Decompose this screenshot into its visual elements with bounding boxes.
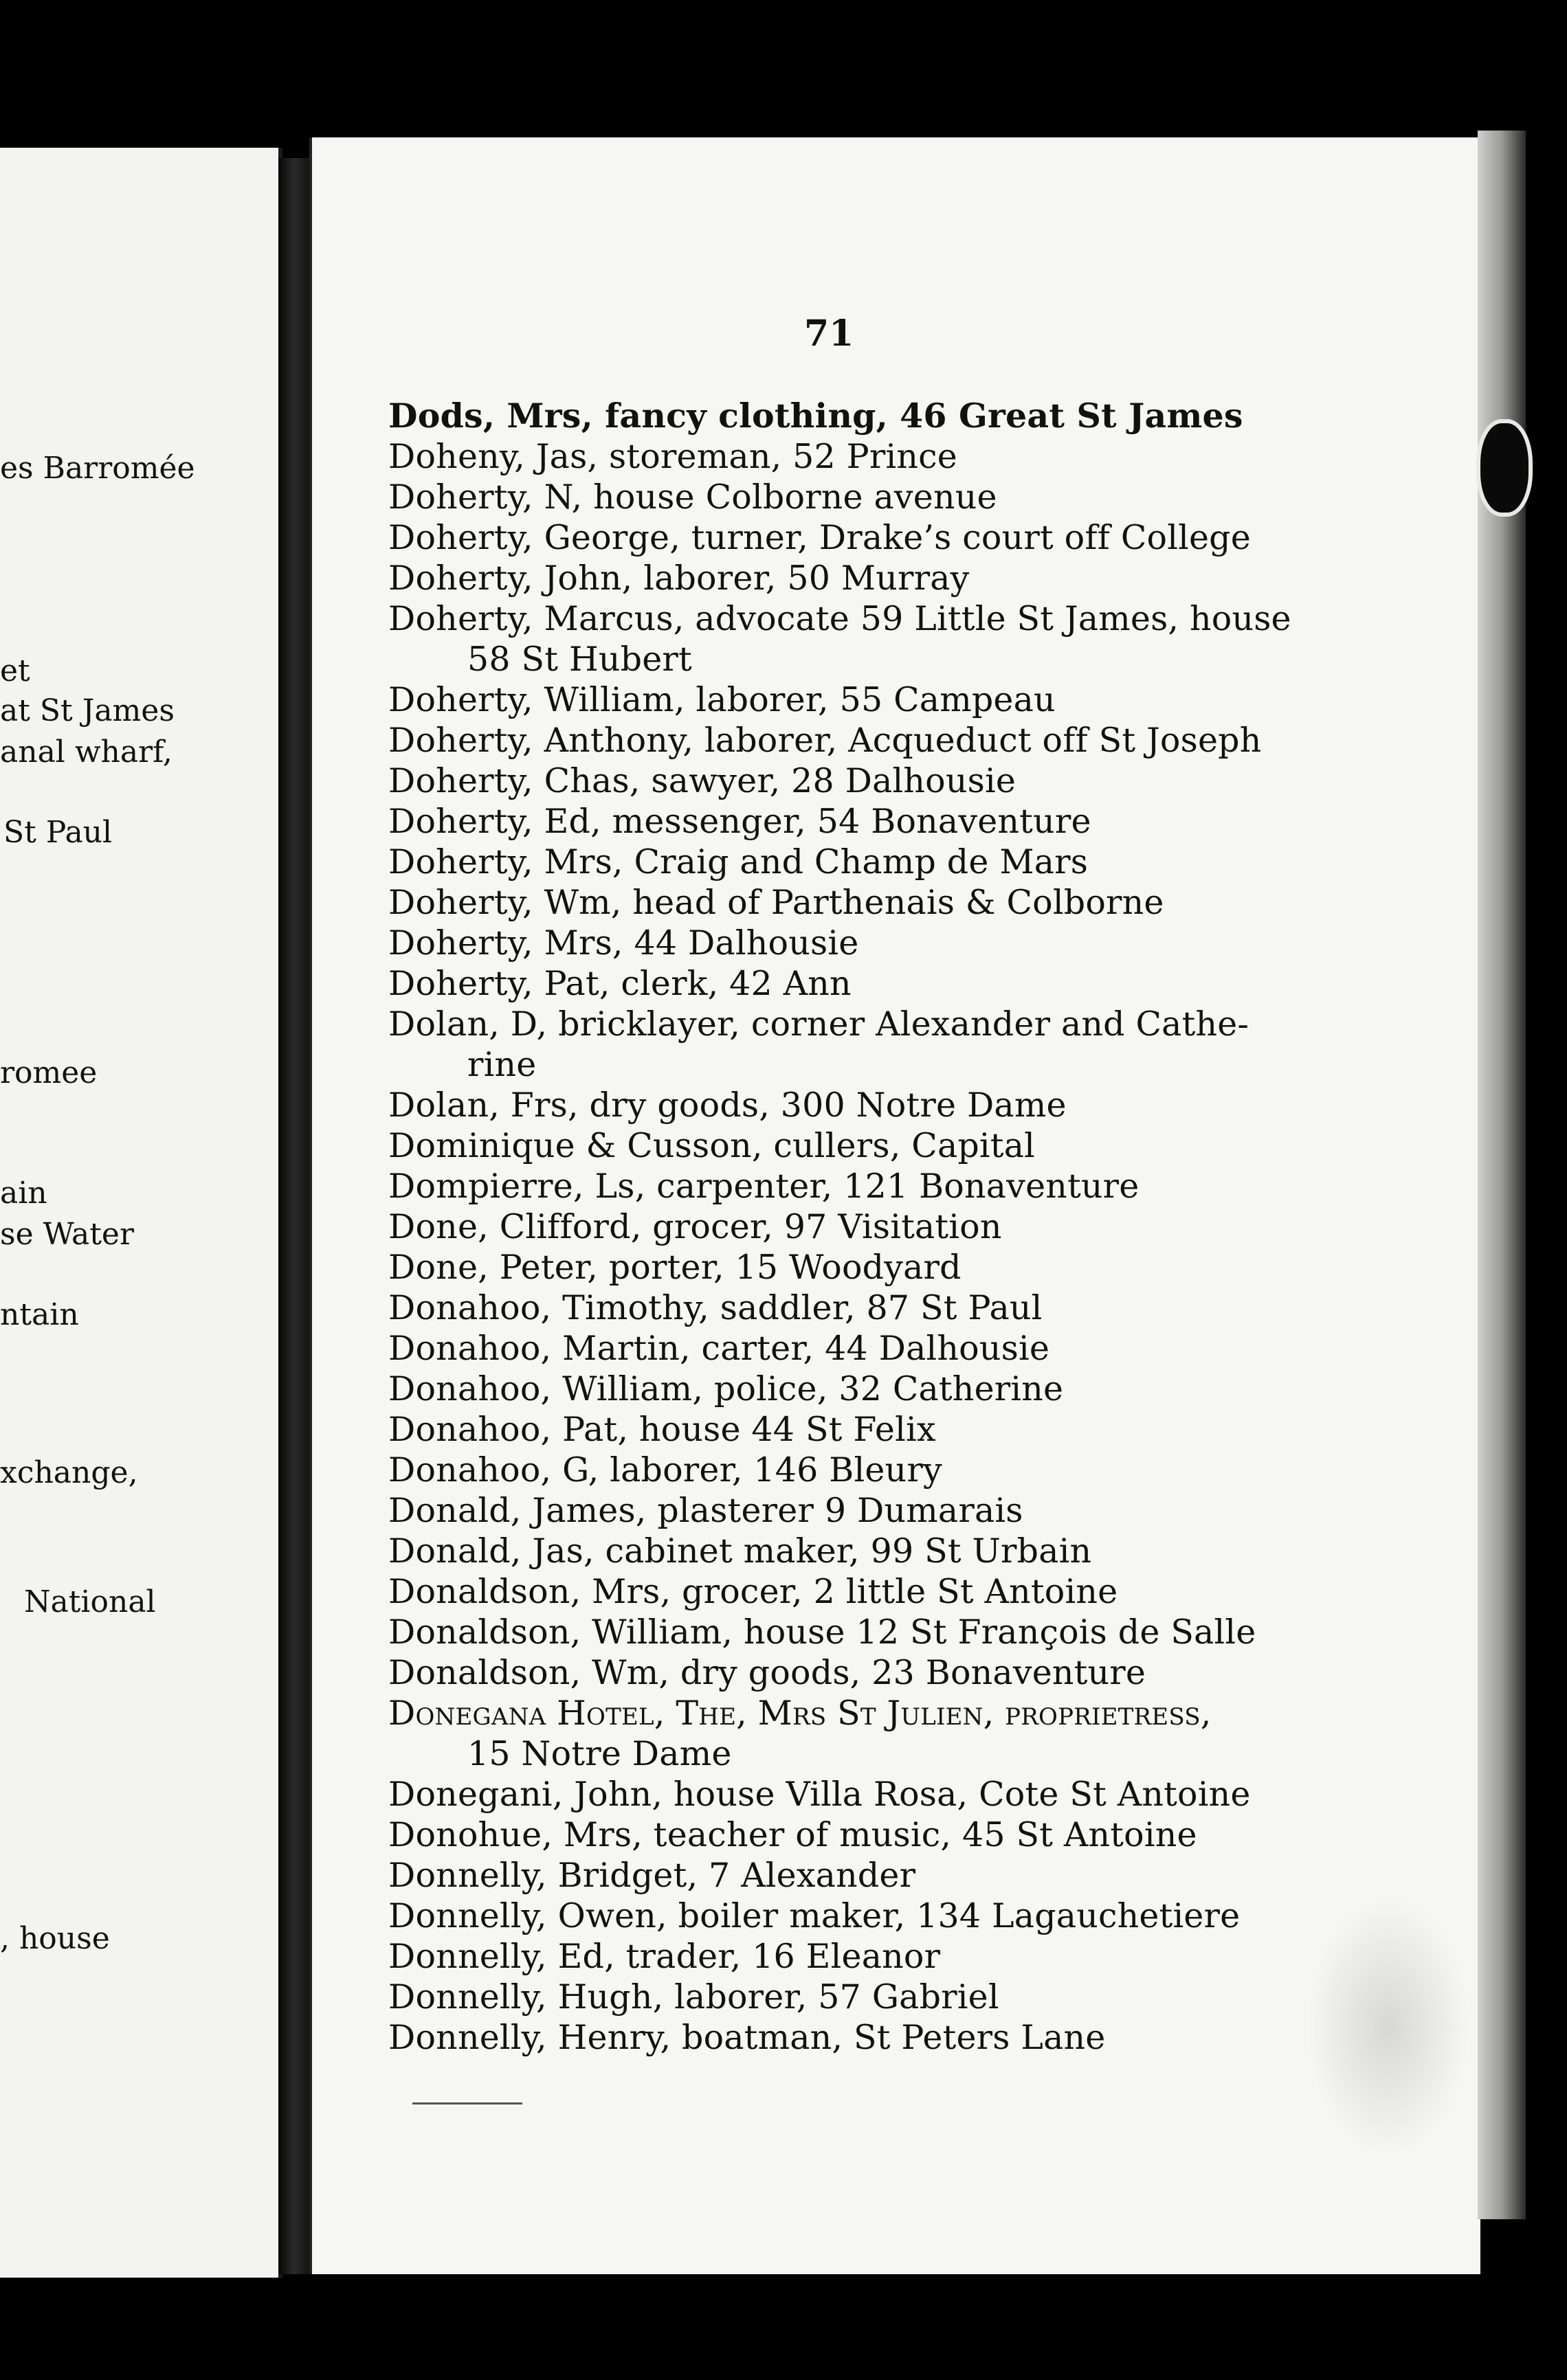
- directory-entry: Donnelly, Hugh, laborer, 57 Gabriel: [388, 1977, 999, 2017]
- directory-entry: Dompierre, Ls, carpenter, 121 Bonaventure: [388, 1167, 1140, 1206]
- page-number: 71: [804, 313, 854, 355]
- directory-entry: Doherty, Mrs, 44 Dalhousie: [388, 923, 859, 963]
- directory-entry: Dolan, Frs, dry goods, 300 Notre Dame: [388, 1086, 1067, 1125]
- directory-entry: Dominique & Cusson, cullers, Capital: [388, 1126, 1035, 1165]
- footer-rule: [412, 2102, 522, 2104]
- directory-entry: Doherty, Mrs, Craig and Champ de Mars: [388, 842, 1089, 882]
- directory-entry: Dods, Mrs, fancy clothing, 46 Great St James: [388, 396, 1243, 436]
- directory-entry: Donahoo, Pat, house 44 St Felix: [388, 1410, 936, 1449]
- directory-entry: Donahoo, Martin, carter, 44 Dalhousie: [388, 1329, 1050, 1368]
- directory-entry: Donegani, John, house Villa Rosa, Cote St Antoine: [388, 1775, 1251, 1814]
- directory-entry: Doherty, Marcus, advocate 59 Little St James, house: [388, 599, 1291, 638]
- left-fragment: romee: [0, 1055, 98, 1090]
- directory-entry: Donaldson, William, house 12 St François de Salle: [388, 1613, 1256, 1652]
- left-fragment: St Paul: [3, 815, 113, 850]
- directory-entry: Doherty, Wm, head of Parthenais & Colborne: [388, 883, 1164, 922]
- left-fragment: at St James: [0, 693, 175, 728]
- left-fragment: es Barromée: [0, 451, 195, 486]
- directory-entry-continuation: rine: [467, 1045, 537, 1084]
- directory-entry: Donegana Hotel, The, Mrs St Julien, proprietress,: [388, 1694, 1212, 1733]
- left-fragment: xchange,: [0, 1455, 138, 1490]
- left-fragment: anal wharf,: [0, 734, 173, 770]
- directory-entry-continuation: 15 Notre Dame: [467, 1734, 732, 1773]
- directory-entry: Done, Clifford, grocer, 97 Visitation: [388, 1207, 1002, 1246]
- left-fragment: ain: [0, 1176, 47, 1211]
- directory-entry: Doherty, John, laborer, 50 Murray: [388, 559, 970, 598]
- left-fragment: se Water: [0, 1217, 134, 1252]
- directory-entry: Donnelly, Bridget, 7 Alexander: [388, 1856, 916, 1895]
- left-fragment: et: [0, 653, 30, 688]
- directory-entry: Donaldson, Wm, dry goods, 23 Bonaventure: [388, 1653, 1146, 1692]
- directory-entries: [388, 396, 1474, 2058]
- directory-entry: Dolan, D, bricklayer, corner Alexander and Cathe-: [388, 1004, 1249, 1044]
- directory-entry: Donald, Jas, cabinet maker, 99 St Urbain: [388, 1531, 1092, 1571]
- directory-entry: Doherty, Chas, sawyer, 28 Dalhousie: [388, 761, 1016, 800]
- directory-entry: Donaldson, Mrs, grocer, 2 little St Antoine: [388, 1572, 1118, 1611]
- left-fragment: National: [24, 1584, 156, 1619]
- directory-entry: Donnelly, Ed, trader, 16 Eleanor: [388, 1937, 941, 1976]
- directory-entry: Donohue, Mrs, teacher of music, 45 St Antoine: [388, 1815, 1197, 1854]
- directory-entry: Doherty, Anthony, laborer, Acqueduct off St Joseph: [388, 721, 1262, 760]
- directory-entry: Doherty, Ed, messenger, 54 Bonaventure: [388, 802, 1091, 841]
- paper-hole: [1476, 419, 1533, 517]
- directory-entry: Doherty, George, turner, Drake’s court off College: [388, 518, 1251, 557]
- directory-entry-continuation: 58 St Hubert: [467, 640, 692, 679]
- directory-entry: Donald, James, plasterer 9 Dumarais: [388, 1491, 1023, 1530]
- directory-entry: Doheny, Jas, storeman, 52 Prince: [388, 437, 957, 476]
- directory-entry: Donahoo, William, police, 32 Catherine: [388, 1369, 1064, 1408]
- directory-entry: Donahoo, G, laborer, 146 Bleury: [388, 1450, 942, 1490]
- directory-entry: Donahoo, Timothy, saddler, 87 St Paul: [388, 1288, 1043, 1327]
- directory-entry: Done, Peter, porter, 15 Woodyard: [388, 1248, 962, 1287]
- directory-entry: Donnelly, Owen, boiler maker, 134 Lagauchetiere: [388, 1896, 1241, 1935]
- directory-entry: Donnelly, Henry, boatman, St Peters Lane: [388, 2018, 1106, 2057]
- directory-entry: Doherty, William, laborer, 55 Campeau: [388, 680, 1056, 719]
- directory-entry: Doherty, Pat, clerk, 42 Ann: [388, 964, 852, 1003]
- left-fragment: , house: [0, 1921, 110, 1956]
- directory-entry: Doherty, N, house Colborne avenue: [388, 478, 997, 517]
- left-fragment: ntain: [0, 1297, 79, 1332]
- left-page-fragment: [0, 148, 282, 2278]
